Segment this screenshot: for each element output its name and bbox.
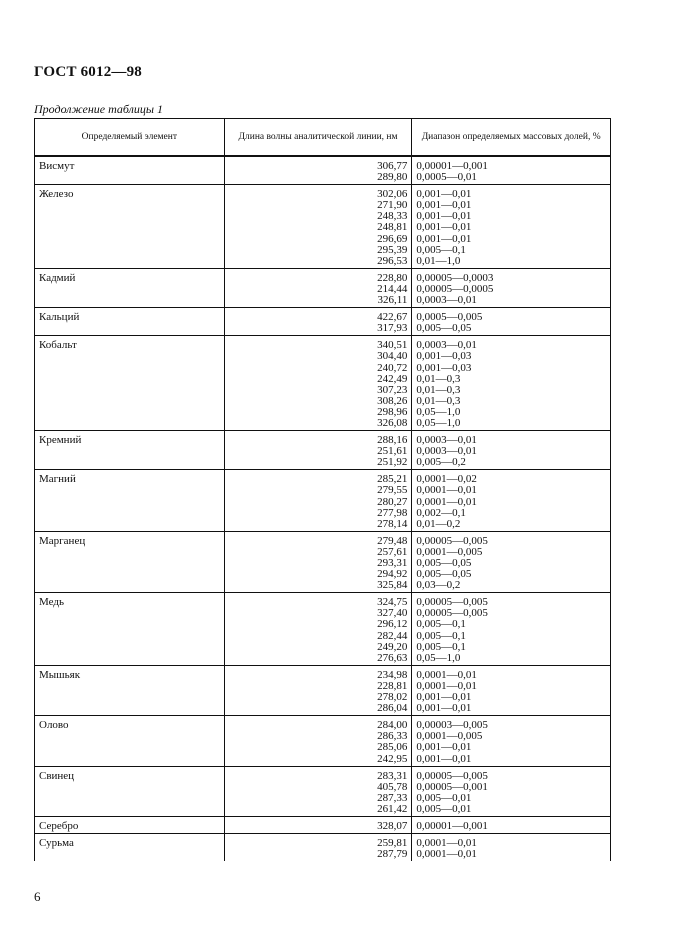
range-value: 0,05—1,0: [416, 416, 461, 429]
range-value: 0,03—0,2: [416, 579, 461, 592]
element-name: Свинец: [39, 769, 75, 782]
wavelength-value: 325,84: [377, 579, 408, 592]
wavelength-value: 287,33: [377, 791, 408, 804]
wavelength-value: 261,42: [377, 802, 408, 815]
range-cell: [412, 308, 611, 336]
wavelength-value: 228,80: [377, 271, 408, 284]
wavelength-value: 405,78: [377, 780, 408, 793]
range-value: 0,00005—0,005: [416, 607, 488, 620]
wavelength-value: 308,26: [377, 394, 408, 407]
element-cell: [35, 716, 225, 766]
wavelength-cell: [224, 665, 412, 715]
wavelength-cell: [224, 531, 412, 592]
range-cell: [412, 593, 611, 666]
range-value: 0,0001—0,01: [416, 484, 477, 497]
wavelength-cell: [224, 716, 412, 766]
wavelength-value: 286,04: [377, 702, 408, 715]
table-row: [35, 431, 611, 470]
wavelength-value: 242,49: [377, 372, 408, 385]
wavelength-cell: [224, 156, 412, 185]
range-cell: [412, 834, 611, 862]
range-value: 0,005—0,1: [416, 640, 466, 653]
range-value: 0,001—0,03: [416, 350, 472, 363]
range-value: 0,005—0,2: [416, 456, 466, 469]
table-row: [35, 766, 611, 816]
wavelength-value: 242,95: [377, 752, 408, 765]
element-name: Марганец: [39, 534, 86, 547]
wavelength-value: 324,75: [377, 596, 408, 609]
element-name: Кремний: [39, 434, 82, 447]
range-value: 0,00005—0,0005: [416, 282, 494, 295]
range-value: 0,005—0,1: [416, 629, 466, 642]
element-name: Кадмий: [39, 271, 76, 284]
range-cell: [412, 816, 611, 833]
range-value: 0,005—0,1: [416, 618, 466, 631]
wavelength-value: 251,61: [377, 445, 408, 458]
element-name: Кальций: [39, 311, 80, 324]
range-cell: [412, 716, 611, 766]
wavelength-value: 340,51: [377, 339, 408, 352]
wavelength-value: 259,81: [377, 837, 408, 850]
wavelength-value: 296,53: [377, 254, 408, 267]
wavelength-cell: [224, 431, 412, 470]
range-value: 0,0003—0,01: [416, 434, 477, 447]
element-cell: [35, 268, 225, 307]
wavelength-value: 288,16: [377, 434, 408, 447]
range-value: 0,00005—0,005: [416, 534, 488, 547]
element-name: Серебро: [39, 819, 79, 832]
range-value: 0,005—0,01: [416, 802, 472, 815]
range-cell: [412, 766, 611, 816]
wavelength-value: 306,77: [377, 160, 408, 172]
range-value: 0,00005—0,005: [416, 769, 488, 782]
table-row: [35, 470, 611, 531]
range-value: 0,001—0,01: [416, 221, 472, 234]
column-header-range: Диапазон определяемых массовых долей, %: [412, 119, 611, 157]
range-value: 0,0001—0,01: [416, 679, 477, 692]
range-value: 0,0001—0,01: [416, 668, 477, 681]
wavelength-value: 278,02: [377, 691, 408, 704]
range-value: 0,001—0,01: [416, 232, 472, 245]
wavelength-value: 276,63: [377, 651, 408, 664]
wavelength-value: 286,33: [377, 730, 408, 743]
wavelength-value: 328,07: [377, 819, 408, 832]
range-value: 0,0001—0,01: [416, 495, 477, 508]
range-value: 0,01—0,3: [416, 383, 461, 396]
wavelength-cell: [224, 308, 412, 336]
wavelength-value: 302,06: [377, 188, 408, 201]
wavelength-value: 298,96: [377, 405, 408, 418]
table-row: [35, 336, 611, 431]
range-value: 0,01—0,2: [416, 517, 461, 530]
wavelength-value: 280,27: [377, 495, 408, 508]
range-cell: [412, 531, 611, 592]
range-cell: [412, 431, 611, 470]
element-cell: [35, 531, 225, 592]
wavelength-cell: [224, 834, 412, 862]
wavelength-value: 295,39: [377, 243, 408, 256]
element-cell: [35, 816, 225, 833]
table-row: [35, 531, 611, 592]
wavelength-value: 317,93: [377, 322, 408, 335]
range-value: 0,05—1,0: [416, 405, 461, 418]
element-name: Железо: [39, 188, 74, 201]
spectral-lines-table: [34, 118, 611, 861]
element-name: Олово: [39, 719, 69, 732]
element-cell: [35, 431, 225, 470]
table-row: [35, 816, 611, 833]
range-value: 0,001—0,03: [416, 361, 472, 374]
range-value: 0,0005—0,005: [416, 311, 483, 324]
table-row: [35, 185, 611, 269]
wavelength-value: 248,81: [377, 221, 408, 234]
element-cell: [35, 593, 225, 666]
wavelength-cell: [224, 593, 412, 666]
element-cell: [35, 156, 225, 185]
wavelength-value: 287,79: [377, 848, 408, 861]
wavelength-value: 293,31: [377, 557, 408, 569]
table-row: [35, 716, 611, 766]
wavelength-cell: [224, 336, 412, 431]
element-cell: [35, 308, 225, 336]
document-code: ГОСТ 6012—98: [34, 64, 143, 80]
element-cell: [35, 185, 225, 269]
wavelength-value: 294,92: [377, 568, 408, 581]
wavelength-value: 279,48: [377, 534, 408, 547]
wavelength-cell: [224, 268, 412, 307]
wavelength-value: 248,33: [377, 210, 408, 223]
table-row: [35, 593, 611, 666]
wavelength-value: 249,20: [377, 640, 408, 653]
range-value: 0,0003—0,01: [416, 445, 477, 458]
wavelength-value: 284,00: [377, 719, 408, 732]
table-row: [35, 834, 611, 862]
wavelength-cell: [224, 816, 412, 833]
range-cell: [412, 268, 611, 307]
range-value: 0,001—0,01: [416, 199, 472, 212]
page-number: 6: [34, 889, 41, 904]
wavelength-value: 326,11: [377, 294, 408, 307]
range-value: 0,0001—0,01: [416, 848, 477, 861]
range-cell: [412, 185, 611, 269]
range-value: 0,0001—0,005: [416, 545, 483, 558]
range-value: 0,001—0,01: [416, 752, 472, 765]
wavelength-value: 277,98: [377, 506, 408, 519]
range-value: 0,005—0,05: [416, 322, 472, 335]
table-header-row: [35, 119, 611, 157]
wavelength-value: 296,12: [377, 618, 408, 631]
column-header-element: Определяемый элемент: [35, 119, 225, 157]
range-value: 0,05—1,0: [416, 651, 461, 664]
table-row: [35, 156, 611, 185]
column-header-wavelength: Длина волны аналитической линии, нм: [224, 119, 412, 157]
element-cell: [35, 834, 225, 862]
wavelength-value: 282,44: [377, 629, 408, 642]
range-value: 0,001—0,01: [416, 188, 472, 201]
range-value: 0,0001—0,02: [416, 473, 477, 486]
table-row: [35, 665, 611, 715]
element-name: Мышьяк: [39, 668, 81, 681]
wavelength-cell: [224, 766, 412, 816]
wavelength-value: 214,44: [377, 282, 408, 295]
range-value: 0,005—0,05: [416, 557, 472, 569]
range-value: 0,005—0,05: [416, 568, 472, 581]
range-value: 0,005—0,1: [416, 243, 466, 256]
range-value: 0,00001—0,001: [416, 160, 488, 172]
range-value: 0,00003—0,005: [416, 719, 488, 732]
wavelength-value: 327,40: [377, 607, 408, 620]
range-value: 0,001—0,01: [416, 210, 472, 223]
wavelength-cell: [224, 470, 412, 531]
wavelength-value: 283,31: [377, 769, 408, 782]
range-value: 0,01—1,0: [416, 254, 461, 267]
range-value: 0,001—0,01: [416, 691, 472, 704]
range-cell: [412, 665, 611, 715]
wavelength-value: 279,55: [377, 484, 408, 497]
element-cell: [35, 665, 225, 715]
range-value: 0,0003—0,01: [416, 339, 477, 352]
range-cell: [412, 336, 611, 431]
range-value: 0,00005—0,0003: [416, 271, 494, 284]
range-value: 0,01—0,3: [416, 372, 461, 385]
wavelength-value: 289,80: [377, 171, 408, 184]
wavelength-value: 296,69: [377, 232, 408, 245]
element-name: Кобальт: [39, 339, 77, 352]
element-name: Сурьма: [39, 837, 74, 850]
table-caption: Продолжение таблицы 1: [34, 102, 164, 116]
range-value: 0,002—0,1: [416, 506, 466, 519]
wavelength-value: 251,92: [377, 456, 408, 469]
range-value: 0,001—0,01: [416, 702, 472, 715]
element-name: Медь: [39, 596, 64, 609]
table-body: [35, 156, 611, 861]
element-cell: [35, 766, 225, 816]
range-value: 0,001—0,01: [416, 741, 472, 754]
wavelength-value: 285,06: [377, 741, 408, 754]
table-row: [35, 268, 611, 307]
range-value: 0,00005—0,001: [416, 780, 488, 793]
wavelength-cell: [224, 185, 412, 269]
range-value: 0,0001—0,01: [416, 837, 477, 850]
range-cell: [412, 156, 611, 185]
wavelength-value: 234,98: [377, 668, 408, 681]
range-value: 0,01—0,3: [416, 394, 461, 407]
wavelength-value: 271,90: [377, 199, 408, 212]
range-value: 0,00001—0,001: [416, 819, 488, 832]
wavelength-value: 285,21: [377, 473, 408, 486]
range-cell: [412, 470, 611, 531]
range-value: 0,0005—0,01: [416, 171, 477, 184]
wavelength-value: 240,72: [377, 361, 408, 374]
element-cell: [35, 470, 225, 531]
wavelength-value: 422,67: [377, 311, 408, 324]
element-name: Магний: [39, 473, 76, 486]
wavelength-value: 326,08: [377, 416, 408, 429]
range-value: 0,005—0,01: [416, 791, 472, 804]
element-cell: [35, 336, 225, 431]
range-value: 0,00005—0,005: [416, 596, 488, 609]
wavelength-value: 307,23: [377, 383, 408, 396]
element-name: Висмут: [39, 160, 75, 172]
range-value: 0,0001—0,005: [416, 730, 483, 743]
table-row: [35, 308, 611, 336]
wavelength-value: 304,40: [377, 350, 408, 363]
wavelength-value: 228,81: [377, 679, 408, 692]
wavelength-value: 257,61: [377, 545, 408, 558]
wavelength-value: 278,14: [377, 517, 408, 530]
range-value: 0,0003—0,01: [416, 294, 477, 307]
